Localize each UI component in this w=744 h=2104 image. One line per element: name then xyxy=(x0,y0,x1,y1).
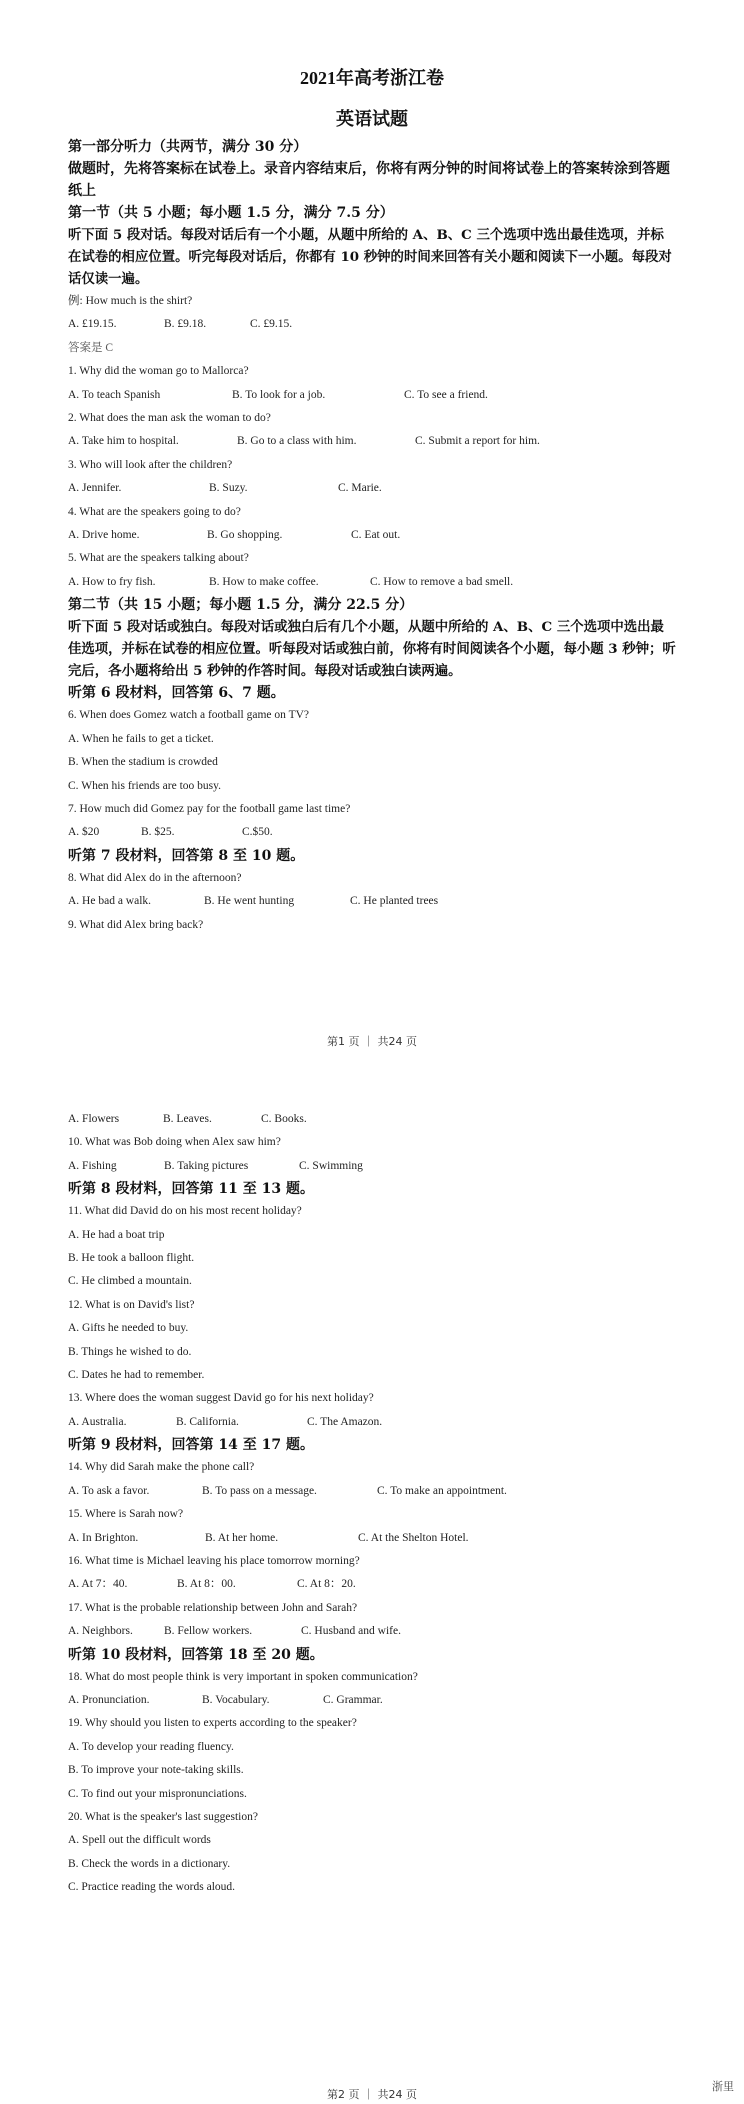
option: B. £9.18. xyxy=(164,318,207,331)
question-12-option-a: A. Gifts he needed to buy. xyxy=(68,1322,189,1335)
option: B. Go to a class with him. xyxy=(237,435,357,448)
option: A. To teach Spanish xyxy=(68,388,161,401)
question-3: 3. Who will look after the children? xyxy=(68,458,233,471)
question-12-option-b: B. Things he wished to do. xyxy=(68,1345,192,1358)
question-16: 16. What time is Michael leaving his place tomorrow morning? xyxy=(68,1554,360,1567)
question-10: 10. What was Bob doing when Alex saw him? xyxy=(68,1136,281,1149)
question-8-options xyxy=(68,890,676,913)
option: B. Vocabulary. xyxy=(202,1693,270,1706)
example-options xyxy=(68,313,676,336)
option: C. Submit a report for him. xyxy=(415,435,540,448)
question-20-option-b: B. Check the words in a dictionary. xyxy=(68,1857,231,1870)
page-2-footer: 第2 页 ｜ 共24 页 xyxy=(327,2088,417,2101)
question-13-options xyxy=(68,1411,676,1434)
option: B. How to make coffee. xyxy=(209,575,319,588)
option: B. He went hunting xyxy=(204,895,295,908)
section1-instructions: 听下面 5 段对话。每段对话后有一个小题，从题中所给的 A、B、C 三个选项中选出最佳选项，并标在试卷的相应位置。听完每段对话后，你都有 10 秒钟的时间来回答有关小题和阅读下一小题。每段对话仅读一遍。 xyxy=(68,227,672,287)
question-19-option-b: B. To improve your note-taking skills. xyxy=(68,1764,244,1777)
material-6-heading: 听第 6 段材料，回答第 6、7 题。 xyxy=(68,685,285,702)
option: C. Eat out. xyxy=(351,529,401,542)
question-17: 17. What is the probable relationship between John and Sarah? xyxy=(68,1601,358,1614)
question-19-option-a: A. To develop your reading fluency. xyxy=(68,1740,234,1753)
question-11-option-a: A. He had a boat trip xyxy=(68,1228,165,1241)
option: A. Fishing xyxy=(68,1159,117,1172)
question-8: 8. What did Alex do in the afternoon? xyxy=(68,871,242,884)
option: B. $25. xyxy=(141,826,175,839)
question-18: 18. What do most people think is very important in spoken communication? xyxy=(68,1670,418,1683)
question-5: 5. What are the speakers talking about? xyxy=(68,552,249,565)
option: B. Leaves. xyxy=(163,1113,212,1125)
option: A. To ask a favor. xyxy=(68,1484,150,1497)
page-2-content xyxy=(68,1108,676,1900)
question-20-option-c: C. Practice reading the words aloud. xyxy=(68,1881,236,1894)
part1-heading: 第一部分听力（共两节，满分 30 分） xyxy=(68,139,308,155)
question-12: 12. What is on David's list? xyxy=(68,1298,195,1311)
question-16-options xyxy=(68,1573,676,1596)
question-11-option-b: B. He took a balloon flight. xyxy=(68,1252,195,1265)
question-3-options xyxy=(68,477,676,500)
option: A. Take him to hospital. xyxy=(68,435,179,448)
material-8-heading: 听第 8 段材料，回答第 11 至 13 题。 xyxy=(68,1181,314,1198)
material-7-heading: 听第 7 段材料，回答第 8 至 10 题。 xyxy=(68,847,305,864)
question-20: 20. What is the speaker's last suggestion? xyxy=(68,1810,258,1823)
option: B. At her home. xyxy=(205,1531,279,1544)
question-1-options xyxy=(68,384,676,407)
option: B. Taking pictures xyxy=(164,1159,249,1172)
question-7: 7. How much did Gomez pay for the football game last time? xyxy=(68,802,351,815)
option: C. Swimming xyxy=(299,1159,363,1172)
question-1: 1. Why did the woman go to Mallorca? xyxy=(68,365,249,378)
option: C. He planted trees xyxy=(350,895,439,908)
question-9-options xyxy=(68,1108,676,1131)
page-1-footer: 第1 页 ｜ 共24 页 xyxy=(327,1035,417,1048)
exam-title: 2021年高考浙江卷 xyxy=(300,68,444,88)
question-19-option-c: C. To find out your mispronunciations. xyxy=(68,1787,247,1800)
question-12-option-c: C. Dates he had to remember. xyxy=(68,1369,205,1382)
example-answer: 答案是 C xyxy=(68,341,114,354)
question-18-options xyxy=(68,1689,676,1712)
question-4: 4. What are the speakers going to do? xyxy=(68,505,241,518)
option: B. To look for a job. xyxy=(232,388,326,401)
page-1-content xyxy=(68,62,676,937)
question-20-option-a: A. Spell out the difficult words xyxy=(68,1834,211,1847)
page-2 xyxy=(0,1080,744,2104)
option: C. Books. xyxy=(261,1113,307,1125)
material-9-heading: 听第 9 段材料，回答第 14 至 17 题。 xyxy=(68,1437,314,1454)
question-19: 19. Why should you listen to experts according to the speaker? xyxy=(68,1717,357,1730)
option: C. The Amazon. xyxy=(307,1415,383,1428)
question-7-options xyxy=(68,821,676,844)
question-2-options xyxy=(68,430,676,453)
option: C. £9.15. xyxy=(250,318,293,331)
option: C. To make an appointment. xyxy=(377,1484,507,1497)
option: C. At the Shelton Hotel. xyxy=(358,1531,469,1544)
question-6-option-a: A. When he fails to get a ticket. xyxy=(68,732,214,745)
option: B. Suzy. xyxy=(209,482,248,495)
question-11-option-c: C. He climbed a mountain. xyxy=(68,1275,192,1288)
section2-heading: 第二节（共 15 小题；每小题 1.5 分，满分 22.5 分） xyxy=(68,597,414,614)
exam-subtitle: 英语试题 xyxy=(336,109,408,129)
section1-heading: 第一节（共 5 小题；每小题 1.5 分，满分 7.5 分） xyxy=(68,205,394,221)
option: A. Neighbors. xyxy=(68,1625,133,1638)
question-4-options xyxy=(68,524,676,547)
question-13: 13. Where does the woman suggest David go for his next holiday? xyxy=(68,1392,374,1405)
option: A. He bad a walk. xyxy=(68,895,152,908)
option: B. California. xyxy=(176,1415,239,1428)
option: B. Fellow workers. xyxy=(164,1625,253,1638)
example-question: 例: How much is the shirt? xyxy=(68,295,193,307)
question-14: 14. Why did Sarah make the phone call? xyxy=(68,1461,255,1474)
part1-instructions: 做题时，先将答案标在试卷上。录音内容结束后，你将有两分钟的时间将试卷上的答案转涂到答题纸上 xyxy=(68,161,670,199)
question-6-option-b: B. When the stadium is crowded xyxy=(68,756,218,769)
question-11: 11. What did David do on his most recent holiday? xyxy=(68,1205,302,1218)
option: C. At 8：20. xyxy=(297,1578,356,1591)
option: A. How to fry fish. xyxy=(68,575,156,588)
question-2: 2. What does the man ask the woman to do? xyxy=(68,412,271,425)
option: C. Grammar. xyxy=(323,1693,383,1706)
question-6: 6. When does Gomez watch a football game on TV? xyxy=(68,709,310,722)
option: A. Australia. xyxy=(68,1415,127,1428)
option: C. How to remove a bad smell. xyxy=(370,575,514,588)
question-17-options xyxy=(68,1620,676,1643)
question-9: 9. What did Alex bring back? xyxy=(68,918,204,931)
option: C. To see a friend. xyxy=(404,388,488,401)
option: A. £19.15. xyxy=(68,318,117,331)
option: B. To pass on a message. xyxy=(202,1484,317,1497)
section2-instructions: 听下面 5 段对话或独白。每段对话或独白后有几个小题，从题中所给的 A、B、C 三个选项中选出最佳选项，并标在试卷的相应位置。听每段对话或独白前，你将有时间阅读各个小题，每小题 3 秒钟；听完后，各小题将给出 5 秒钟的作答时间。每段对话或独白读两遍。 xyxy=(68,619,676,680)
question-15-options xyxy=(68,1527,676,1550)
option: B. At 8：00. xyxy=(177,1578,236,1591)
option: A. Flowers xyxy=(68,1113,120,1125)
option: C. Marie. xyxy=(338,482,382,495)
question-6-option-c: C. When his friends are too busy. xyxy=(68,779,221,792)
option: C. Husband and wife. xyxy=(301,1625,401,1638)
option: C.$50. xyxy=(242,826,273,839)
question-10-options xyxy=(68,1155,676,1178)
option: A. In Brighton. xyxy=(68,1531,139,1544)
material-10-heading: 听第 10 段材料，回答第 18 至 20 题。 xyxy=(68,1646,324,1663)
option: A. Pronunciation. xyxy=(68,1693,150,1706)
corner-watermark-text: 浙里 xyxy=(712,2080,734,2093)
question-14-options xyxy=(68,1480,676,1503)
option: B. Go shopping. xyxy=(207,529,283,542)
option: A. At 7：40. xyxy=(68,1578,128,1591)
question-5-options xyxy=(68,571,676,594)
option: A. Jennifer. xyxy=(68,482,122,495)
question-15: 15. Where is Sarah now? xyxy=(68,1508,184,1521)
option: A. $20 xyxy=(68,826,100,839)
option: A. Drive home. xyxy=(68,529,140,542)
